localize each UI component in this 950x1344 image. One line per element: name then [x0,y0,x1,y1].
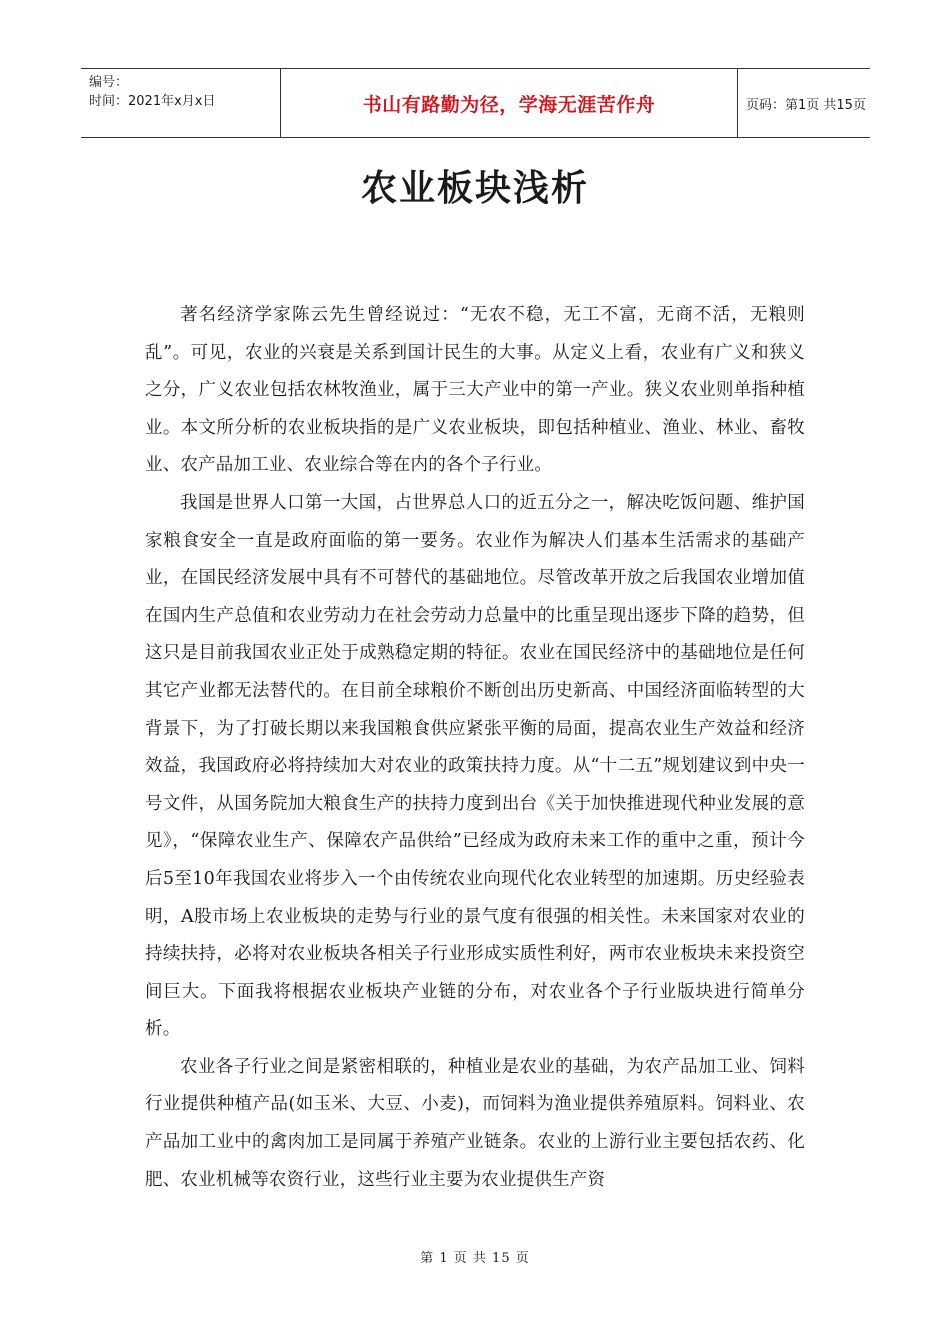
number-label: 编号： [89,75,129,90]
header-table [81,68,870,138]
page-footer: 第 1 页 共 15 页 [420,1251,530,1266]
paragraph: 我国是世界人口第一大国，占世界总人口的近五分之一，解决吃饭问题、维护国家粮食安全一直是政府面临的第一要务。农业作为解决人们基本生活需求的基础产业，在国民经济发展中具有不可替代的基础地位。尽管改革开放之后我国农业增加值在国内生产总值和农业劳动力在社会劳动力总量中的比重呈现出逐步下降的趋势，但这只是目前我国农业正处于成熟稳定期的特征。农业在国民经济中的基础地位是任何其它产业都无法替代的。在目前全球粮价不断创出历史新高、中国经济面临转型的大背景下，为了打破长期以来我国粮食供应紧张平衡的局面，提高农业生产效益和经济效益，我国政府必将持续加大对农业的政策扶持力度。从“十二五”规划建议到中央一号文件，从国务院加大粮食生产的扶持力度到出台《关于加快推进现代种业发展的意见》，“保障农业生产、保障农产品供给”已经成为政府未来工作的重中之重，预计今后5至10年我国农业将步入一个由传统农业向现代化农业转型的加速期。历史经验表明，A股市场上农业板块的走势与行业的景气度有很强的相关性。未来国家对农业的持续扶持，必将对农业板块各相关子行业形成实质性利好，两市农业板块未来投资空间巨大。下面我将根据农业板块产业链的分布，对农业各个子行业版块进行简单分析。 [145,492,805,1040]
document-title: 农业板块浅析 [360,168,589,209]
paragraph: 农业各子行业之间是紧密相联的，种植业是农业的基础，为农产品加工业、饲料行业提供种植产品(如玉米、大豆、小麦)，而饲料为渔业提供养殖原料。饲料业、农产品加工业中的禽肉加工是同属于养殖产业链条。农业的上游行业主要包括农药、化肥、农业机械等农资行业，这些行业主要为农业提供生产资 [145,1056,805,1190]
header-meta-cell [81,69,281,137]
header-motto: 书山有路勤为径，学海无涯苦作舟 [281,69,738,137]
time-label: 时间：2021年x月x日 [89,94,216,109]
paragraph: 著名经济学家陈云先生曾经说过：“无农不稳，无工不富，无商不活，无粮则乱”。可见，农业的兴衰是关系到国计民生的大事。从定义上看，农业有广义和狭义之分，广义农业包括农林牧渔业，属于三大产业中的第一产业。狭义农业则单指种植业。本文所分析的农业板块指的是广义农业板块，即包括种植业、渔业、林业、畜牧业、农产品加工业、农业综合等在内的各个子行业。 [145,305,805,476]
document-body [145,297,805,1199]
header-page-info: 页码：第1页 共15页 [746,97,866,113]
